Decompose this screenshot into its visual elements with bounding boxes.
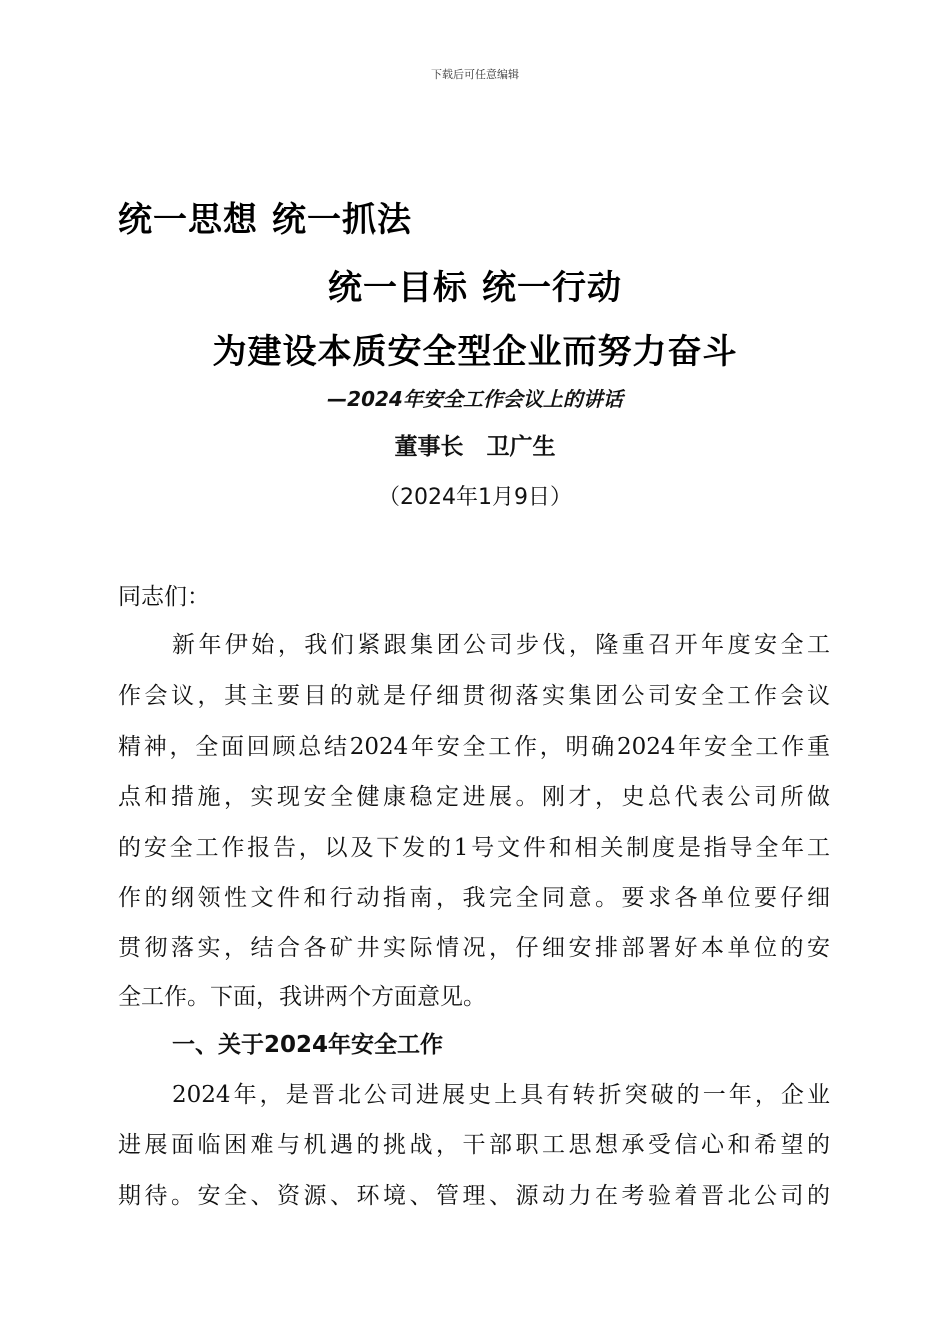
speech-date: （2024年1月9日） bbox=[378, 485, 572, 510]
title-line-2-part-1: 统一目标 bbox=[328, 268, 468, 308]
title-line-2-part-2: 统一行动 bbox=[482, 268, 622, 308]
salutation: 同志们： bbox=[118, 584, 210, 610]
paragraph-line: 进展面临困难与机遇的挑战，干部职工思想承受信心和希望的 bbox=[118, 1132, 830, 1158]
title-line-1-part-1: 统一思想 bbox=[118, 200, 258, 240]
paragraph-line: 点和措施，实现安全健康稳定进展。刚才，史总代表公司所做 bbox=[118, 784, 830, 810]
paragraph-line: 2024年，是晋北公司进展史上具有转折突破的一年，企业 bbox=[172, 1082, 830, 1108]
speaker-line: 董事长 卫广生 bbox=[394, 434, 556, 460]
paragraph-line: 贯彻落实，结合各矿井实际情况，仔细安排部署好本单位的安 bbox=[118, 935, 830, 961]
title-line-2 bbox=[0, 260, 950, 309]
section-heading-1: 一、关于2024年安全工作 bbox=[172, 1032, 444, 1058]
title-line-1 bbox=[118, 192, 412, 241]
title-line-3: 为建设本质安全型企业而努力奋斗 bbox=[212, 332, 738, 372]
paragraph-line: 期待。安全、资源、环境、管理、源动力在考验着晋北公司的 bbox=[118, 1183, 830, 1209]
paragraph-line: 精神，全面回顾总结2024年安全工作，明确2024年安全工作重 bbox=[118, 734, 830, 760]
paragraph-line: 新年伊始，我们紧跟集团公司步伐，隆重召开年度安全工 bbox=[172, 632, 830, 658]
paragraph-line: 全工作。下面，我讲两个方面意见。 bbox=[118, 984, 486, 1010]
paragraph-line: 作会议，其主要目的就是仔细贯彻落实集团公司安全工作会议 bbox=[118, 683, 830, 709]
header-note: 下载后可任意编辑 bbox=[431, 68, 519, 81]
subtitle: —2024年安全工作会议上的讲话 bbox=[327, 387, 623, 411]
title-line-1-part-2: 统一抓法 bbox=[272, 200, 412, 240]
paragraph-line: 的安全工作报告，以及下发的1号文件和相关制度是指导全年工 bbox=[118, 835, 830, 861]
paragraph-line: 作的纲领性文件和行动指南，我完全同意。要求各单位要仔细 bbox=[118, 885, 830, 911]
